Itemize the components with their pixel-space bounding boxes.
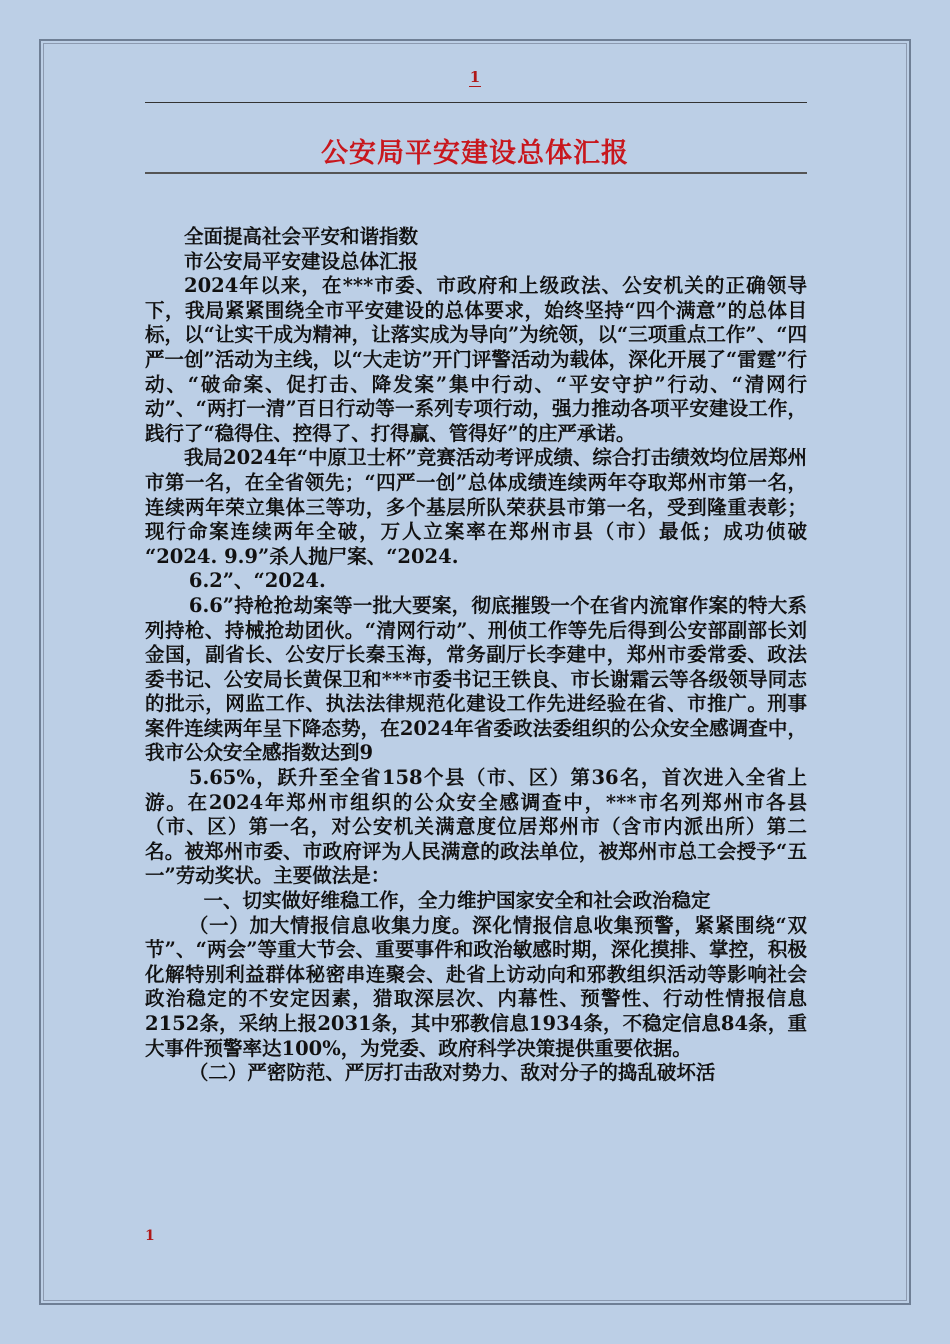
- section-heading: 一、切实做好维稳工作，全力维护国家安全和社会政治稳定: [203, 889, 711, 913]
- header-rule: [145, 102, 807, 103]
- body-paragraph: 6.2”、“2024.: [188, 569, 326, 593]
- document-body: [145, 225, 807, 1086]
- header-page-number: 1: [469, 68, 481, 86]
- body-paragraph: 6.6”持枪抢劫案等一批大要案，彻底摧毁一个在省内流窜作案的特大系列持枪、持械抢劫团伙。“清网行动”、刑侦工作等先后得到公安部副部长刘金国，副省长、公安厅长秦玉海，常务副厅长李建中，郑州市委常委、政法委书记、公安局长黄保卫和***市委书记王铁良、市长谢霜云等各级领导同志的批示，网监工作、执法法律规范化建设工作先进经验在省、市推广。刑事案件连续两年呈下降态势，在2024年省委政法委组织的公众安全感调查中，我市公众安全感指数达到9: [145, 593, 807, 765]
- document-title: 公安局平安建设总体汇报: [321, 138, 629, 169]
- title-rule: [145, 172, 807, 174]
- subtitle-line: 全面提高社会平安和谐指数: [184, 225, 419, 248]
- body-paragraph: 5.65%，跃升至全省158个县（市、区）第36名，首次进入全省上游。在2024年郑州市组织的公众安全感调查中，***市名列郑州市各县（市、区）第一名，对公安机关满意度位居郑州市（含市内派出所）第二名。被郑州市委、市政府评为人民满意的政法单位，被郑州市总工会授予“五一”劳动奖状。主要做法是：: [145, 766, 807, 888]
- body-paragraph: （一）加大情报信息收集力度。深化情报信息收集预警，紧紧围绕“双节”、“两会”等重大节会、重要事件和政治敏感时期，深化摸排、掌控，积极化解特别利益群体秘密串连聚会、赴省上访动向和邪教组织活动等影响社会政治稳定的不安定因素，猎取深层次、内幕性、预警性、行动性情报信息2152条，采纳上报2031条，其中邪教信息1934条，不稳定信息84条，重大事件预警率达100%，为党委、政府科学决策提供重要依据。: [145, 913, 807, 1060]
- subtitle-line: 市公安局平安建设总体汇报: [184, 249, 419, 273]
- body-paragraph: 我局2024年“中原卫士杯”竞赛活动考评成绩、综合打击绩效均位居郑州市第一名，在全省领先；“四严一创”总体成绩连续两年夺取郑州市第一名，连续两年荣立集体三等功，多个基层所队荣获县市第一名，受到隆重表彰；现行命案连续两年全破，万人立案率在郑州市县（市）最低；成功侦破 “2024. 9.9”杀人抛尸案、“2024.: [145, 446, 807, 568]
- body-paragraph: 2024年以来，在***市委、市政府和上级政法、公安机关的正确领导下，我局紧紧围绕全市平安建设的总体要求，始终坚持“四个满意”的总体目标，以“让实干成为精神，让落实成为导向”为统领，以“三项重点工作”、“四严一创”活动为主线，以“大走访”开门评警活动为载体，深化开展了“雷霆”行动、“破命案、促打击、降发案”集中行动、“平安守护”行动、“清网行动”、“两打一清”百日行动等一系列专项行动，强力推动各项平安建设工作，践行了“稳得住、控得了、打得赢、管得好”的庄严承诺。: [145, 274, 807, 445]
- footer-page-number: 1: [145, 1228, 155, 1244]
- body-paragraph: （二）严密防范、严厉打击敌对势力、敌对分子的捣乱破坏活: [188, 1061, 716, 1085]
